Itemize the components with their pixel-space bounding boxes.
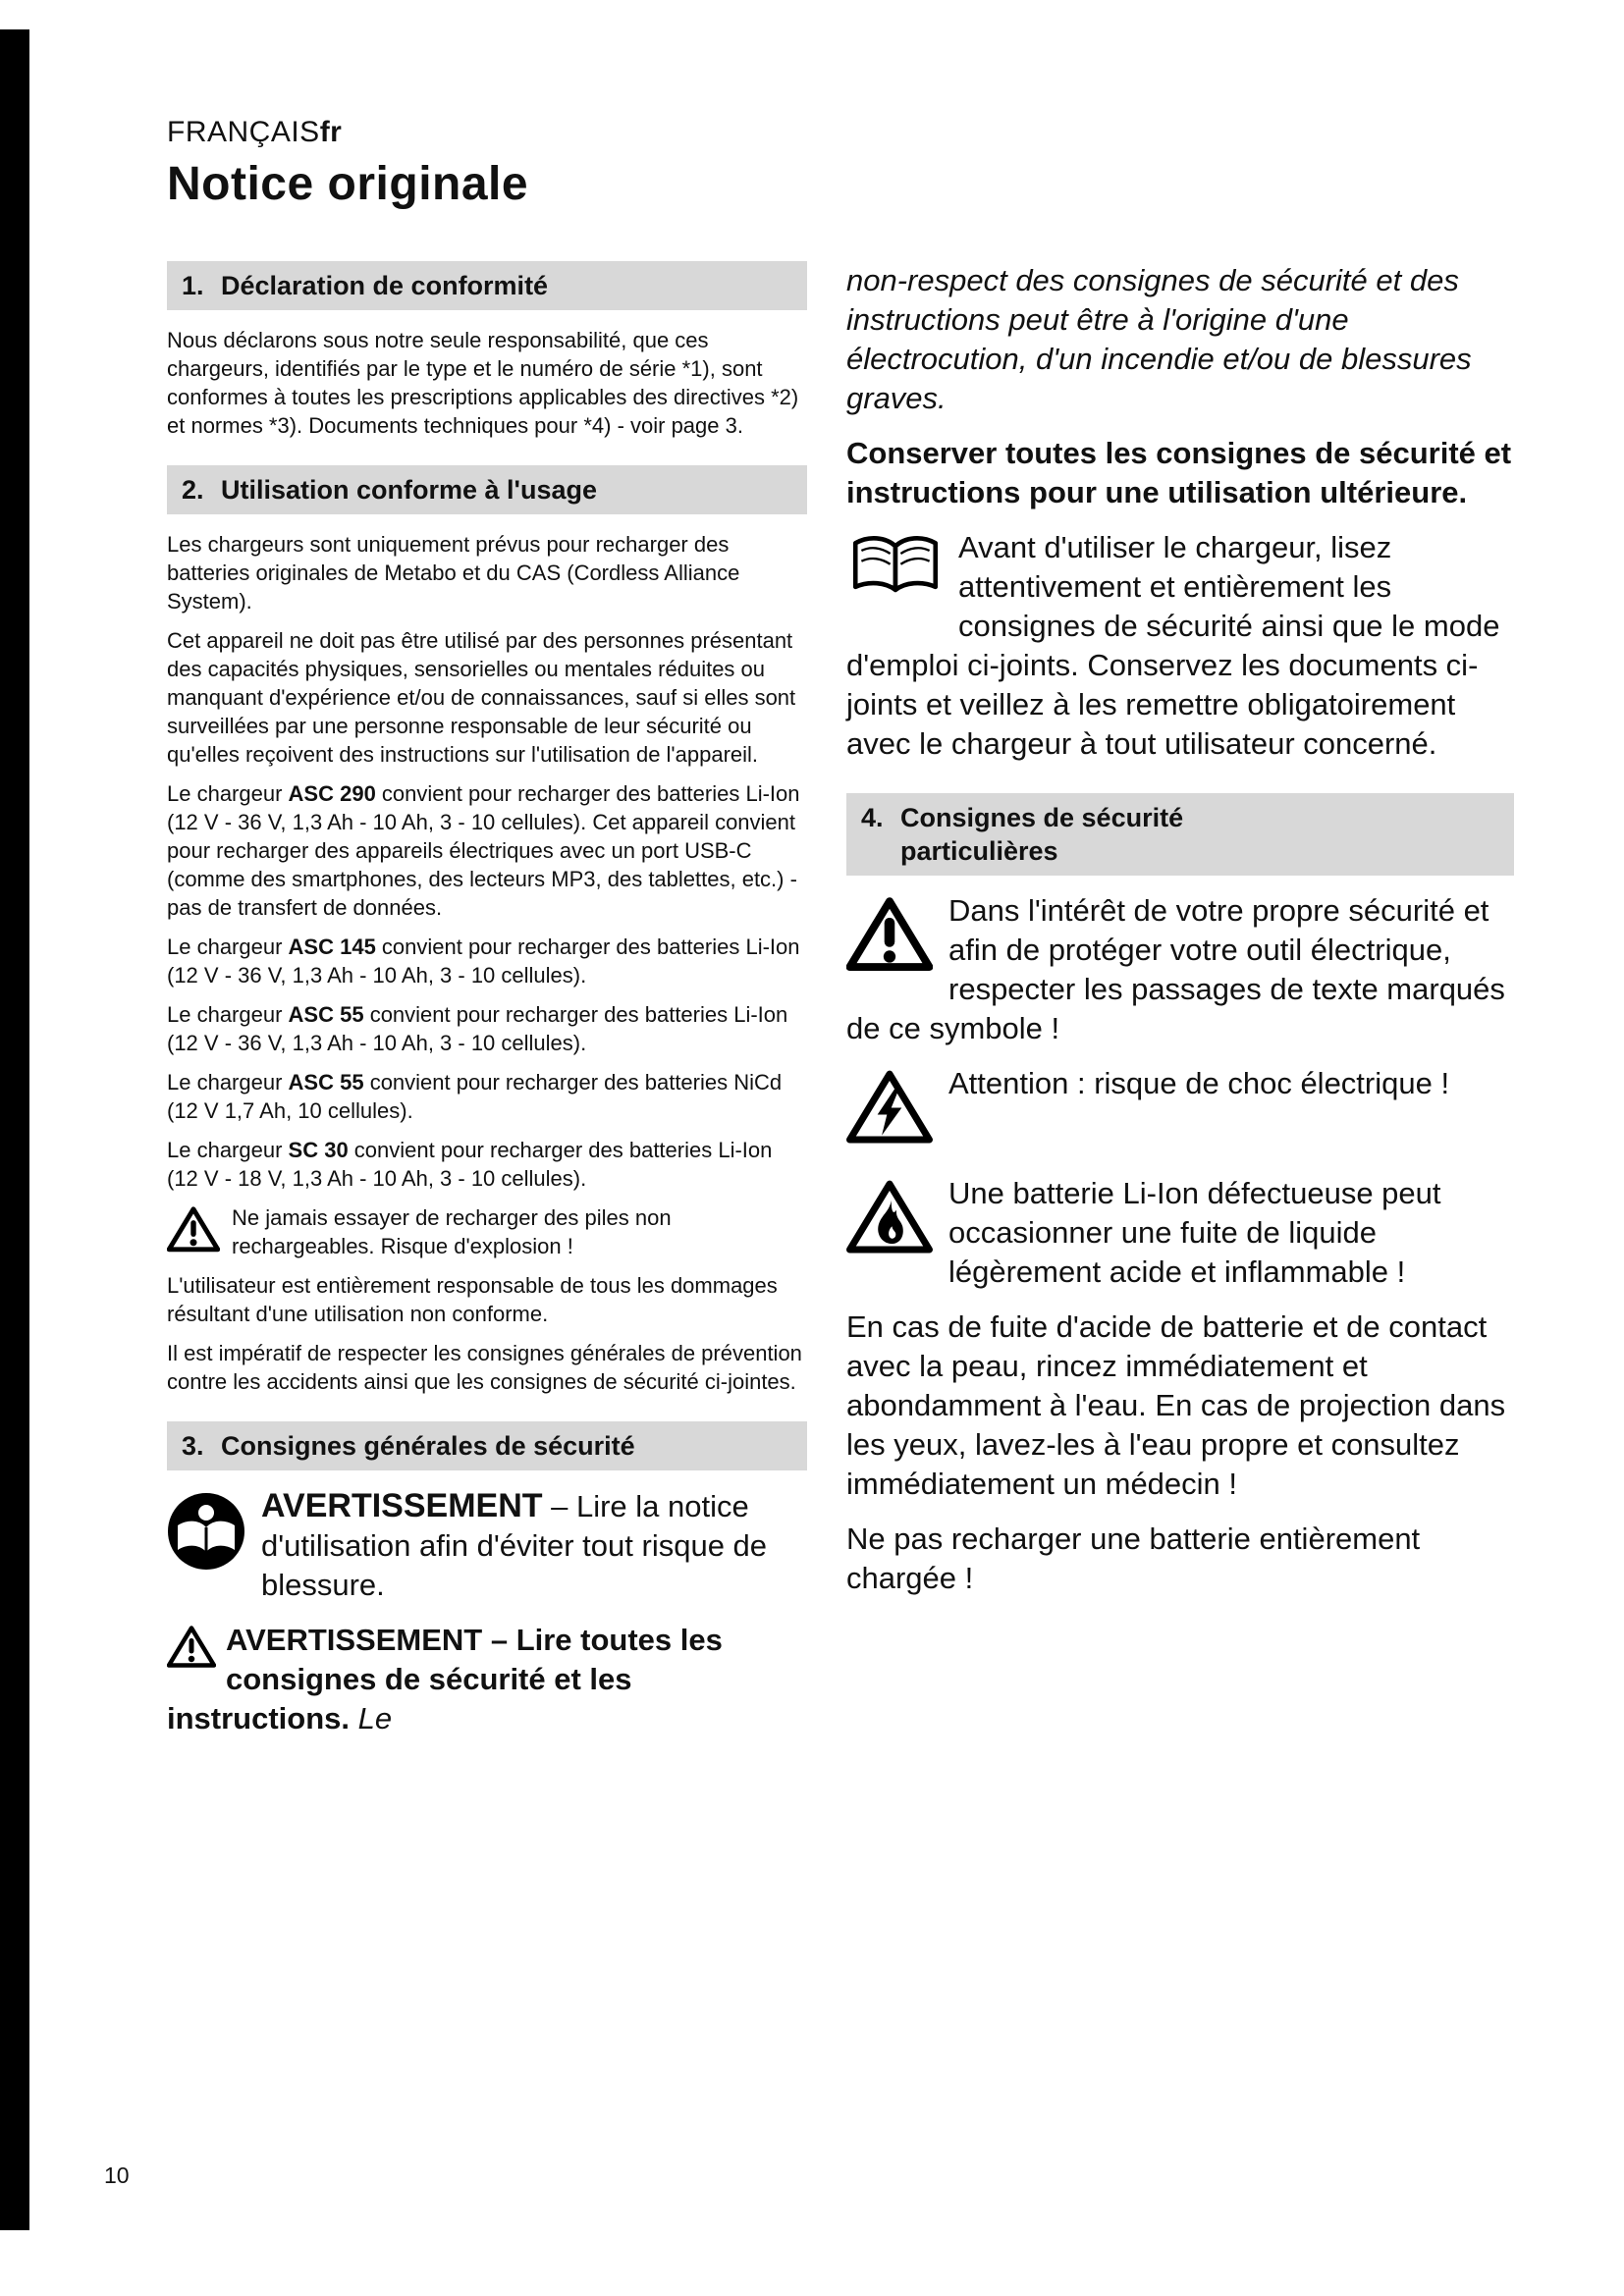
language-name: FRANÇAIS xyxy=(167,116,320,148)
intro-continuation-paragraph: non-respect des consignes de sécurité et des instructions peut être à l'origine d'une électrocution, d'un incendie et/ou de blessures graves. xyxy=(846,263,1472,415)
charger-text: convient pour recharger des batteries Li-Ion (12 V - 36 V, 1,3 Ah - 10 Ah, 3 - 10 cellules). xyxy=(167,1002,788,1055)
electric-shock-paragraph xyxy=(846,1064,1514,1103)
charger-model: ASC 145 xyxy=(288,934,376,959)
charger-asc145-paragraph xyxy=(167,933,807,989)
user-responsibility-paragraph: L'utilisateur est entièrement responsable de tous les dommages résultant d'une utilisation non conforme. xyxy=(167,1273,778,1326)
read-before-use-text: Avant d'utiliser le chargeur, lisez attentivement et entièrement les consignes de sécurité ainsi que le mode d'emploi ci-joints. Conservez les documents ci-joints et veillez à les remettre obligatoirement avec le chargeur à tout utilisateur concerné. xyxy=(846,530,1500,761)
charger-text: Le chargeur xyxy=(167,1070,289,1095)
battery-leak-text: Une batterie Li-Ion défectueuse peut occasionner une fuite de liquide légèrement acide et inflammable ! xyxy=(948,1176,1441,1289)
accident-prevention-paragraph: Il est impératif de respecter les consignes générales de prévention contre les accidents ainsi que les consignes de sécurité ci-jointes. xyxy=(167,1341,802,1394)
warning-read-instructions-paragraph xyxy=(167,1621,807,1738)
warning-body: – Lire la notice d'utilisation afin d'éviter tout risque de blessure. xyxy=(261,1489,768,1602)
no-recharge-paragraph: Ne pas recharger une batterie entièrement chargée ! xyxy=(846,1522,1421,1595)
keep-instructions-paragraph: Conserver toutes les consignes de sécurité et instructions pour une utilisation ultérieure. xyxy=(846,436,1512,509)
section-2-title: Utilisation conforme à l'usage xyxy=(221,475,597,505)
read-manual-icon xyxy=(167,1492,245,1571)
section-4-title: Consignes de sécurité particulières xyxy=(900,803,1184,866)
charger-text: Le chargeur xyxy=(167,1138,289,1162)
charger-text: convient pour recharger des batteries NiCd (12 V 1,7 Ah, 10 cellules). xyxy=(167,1070,783,1123)
edge-marker-bar xyxy=(0,29,29,2230)
section-1-number: 1. xyxy=(182,271,204,300)
section-2-number: 2. xyxy=(182,475,204,505)
language-code: fr xyxy=(319,116,343,148)
charger-sc30-paragraph xyxy=(167,1136,807,1193)
warning-triangle-icon xyxy=(846,895,933,972)
section-3-number: 3. xyxy=(182,1431,204,1461)
warning-triangle-icon xyxy=(167,1205,220,1253)
charger-model: ASC 290 xyxy=(288,781,376,806)
flammable-triangle-icon xyxy=(846,1178,933,1255)
section-4-heading-text xyxy=(861,801,1323,868)
section-3-heading xyxy=(167,1421,807,1470)
warning-label: AVERTISSEMENT xyxy=(261,1487,543,1524)
charger-model: ASC 55 xyxy=(288,1070,364,1095)
charger-text: convient pour recharger des batteries Li-Ion (12 V - 36 V, 1,3 Ah - 10 Ah, 3 - 10 cellules). xyxy=(167,934,800,988)
section-1-heading xyxy=(167,261,807,310)
persons-restriction-paragraph: Cet appareil ne doit pas être utilisé par des personnes présentant des capacités physiques, sensorielles ou mentales réduites ou manquant d'expérience et/ou de connaissances, sauf si elles sont surveillées par une personne responsable de leur sécurité ou qu'elles reçoivent des instructions sur l'utilisation de l'appareil. xyxy=(167,628,796,767)
warning-bold-text: AVERTISSEMENT – Lire toutes les consignes de sécurité et les instructions. xyxy=(167,1623,723,1735)
warning-read-manual-paragraph xyxy=(167,1486,807,1605)
charger-text: Le chargeur xyxy=(167,934,289,959)
warning-triangle-icon xyxy=(167,1625,216,1668)
open-book-icon xyxy=(846,534,945,599)
left-column xyxy=(167,261,807,1754)
section-1-heading-text xyxy=(182,269,795,302)
page-header xyxy=(167,116,528,211)
acid-contact-paragraph: En cas de fuite d'acide de batterie et de contact avec la peau, rincez immédiatement et abondamment à l'eau. En cas de projection dans les yeux, lavez-les à l'eau propre et consultez immédiatement un médecin ! xyxy=(846,1309,1506,1501)
electric-shock-text: Attention : risque de choc électrique ! xyxy=(948,1066,1450,1100)
warning-text: Ne jamais essayer de recharger des piles non rechargeables. Risque d'explosion ! xyxy=(232,1205,672,1258)
section-1-title: Déclaration de conformité xyxy=(221,271,549,300)
section-3-heading-text xyxy=(182,1429,643,1463)
charger-text: convient pour recharger des batteries Li-Ion (12 V - 36 V, 1,3 Ah - 10 Ah, 3 - 10 cellules). Cet appareil convient pour recharger des appareils électriques avec un port USB-C (comme des smartphones, des lecteurs MP3, des tablettes, etc.) - pas de transfert de données. xyxy=(167,781,800,920)
language-label xyxy=(167,116,528,149)
electric-shock-triangle-icon xyxy=(846,1068,933,1145)
charger-asc55-liion-paragraph xyxy=(167,1000,807,1057)
own-safety-paragraph xyxy=(846,891,1514,1048)
warning-continuation: Le xyxy=(350,1701,393,1735)
charger-text: convient pour recharger des batteries Li-Ion (12 V - 18 V, 1,3 Ah - 10 Ah, 3 - 10 cellules). xyxy=(167,1138,773,1191)
charger-asc55-nicd-paragraph xyxy=(167,1068,807,1125)
non-rechargeable-warning xyxy=(167,1203,807,1260)
read-before-use-paragraph xyxy=(846,528,1514,764)
intended-use-paragraph: Les chargeurs sont uniquement prévus pour recharger des batteries originales de Metabo et du CAS (Cordless Alliance System). xyxy=(167,532,740,614)
section-2-heading-text xyxy=(182,473,795,507)
charger-text: Le chargeur xyxy=(167,781,289,806)
charger-model: SC 30 xyxy=(288,1138,349,1162)
section-3-title: Consignes générales de sécurité xyxy=(221,1431,635,1461)
charger-asc290-paragraph xyxy=(167,779,807,922)
section-4-number: 4. xyxy=(861,803,884,832)
section-2-heading xyxy=(167,465,807,514)
right-column xyxy=(846,261,1514,1614)
page-title: Notice originale xyxy=(167,158,529,210)
conformity-paragraph: Nous déclarons sous notre seule responsabilité, que ces chargeurs, identifiés par le type et le numéro de série *1), sont conformes à toutes les prescriptions applicables des directives *2) et normes *3). Documents techniques pour *4) - voir page 3. xyxy=(167,328,799,438)
section-4-heading xyxy=(846,793,1514,876)
page-number: 10 xyxy=(104,2163,130,2188)
own-safety-text: Dans l'intérêt de votre propre sécurité et afin de protéger votre outil électrique, respecter les passages de texte marqués de ce symbole ! xyxy=(846,893,1505,1045)
charger-text: Le chargeur xyxy=(167,1002,289,1027)
battery-leak-paragraph xyxy=(846,1174,1514,1292)
charger-model: ASC 55 xyxy=(288,1002,364,1027)
